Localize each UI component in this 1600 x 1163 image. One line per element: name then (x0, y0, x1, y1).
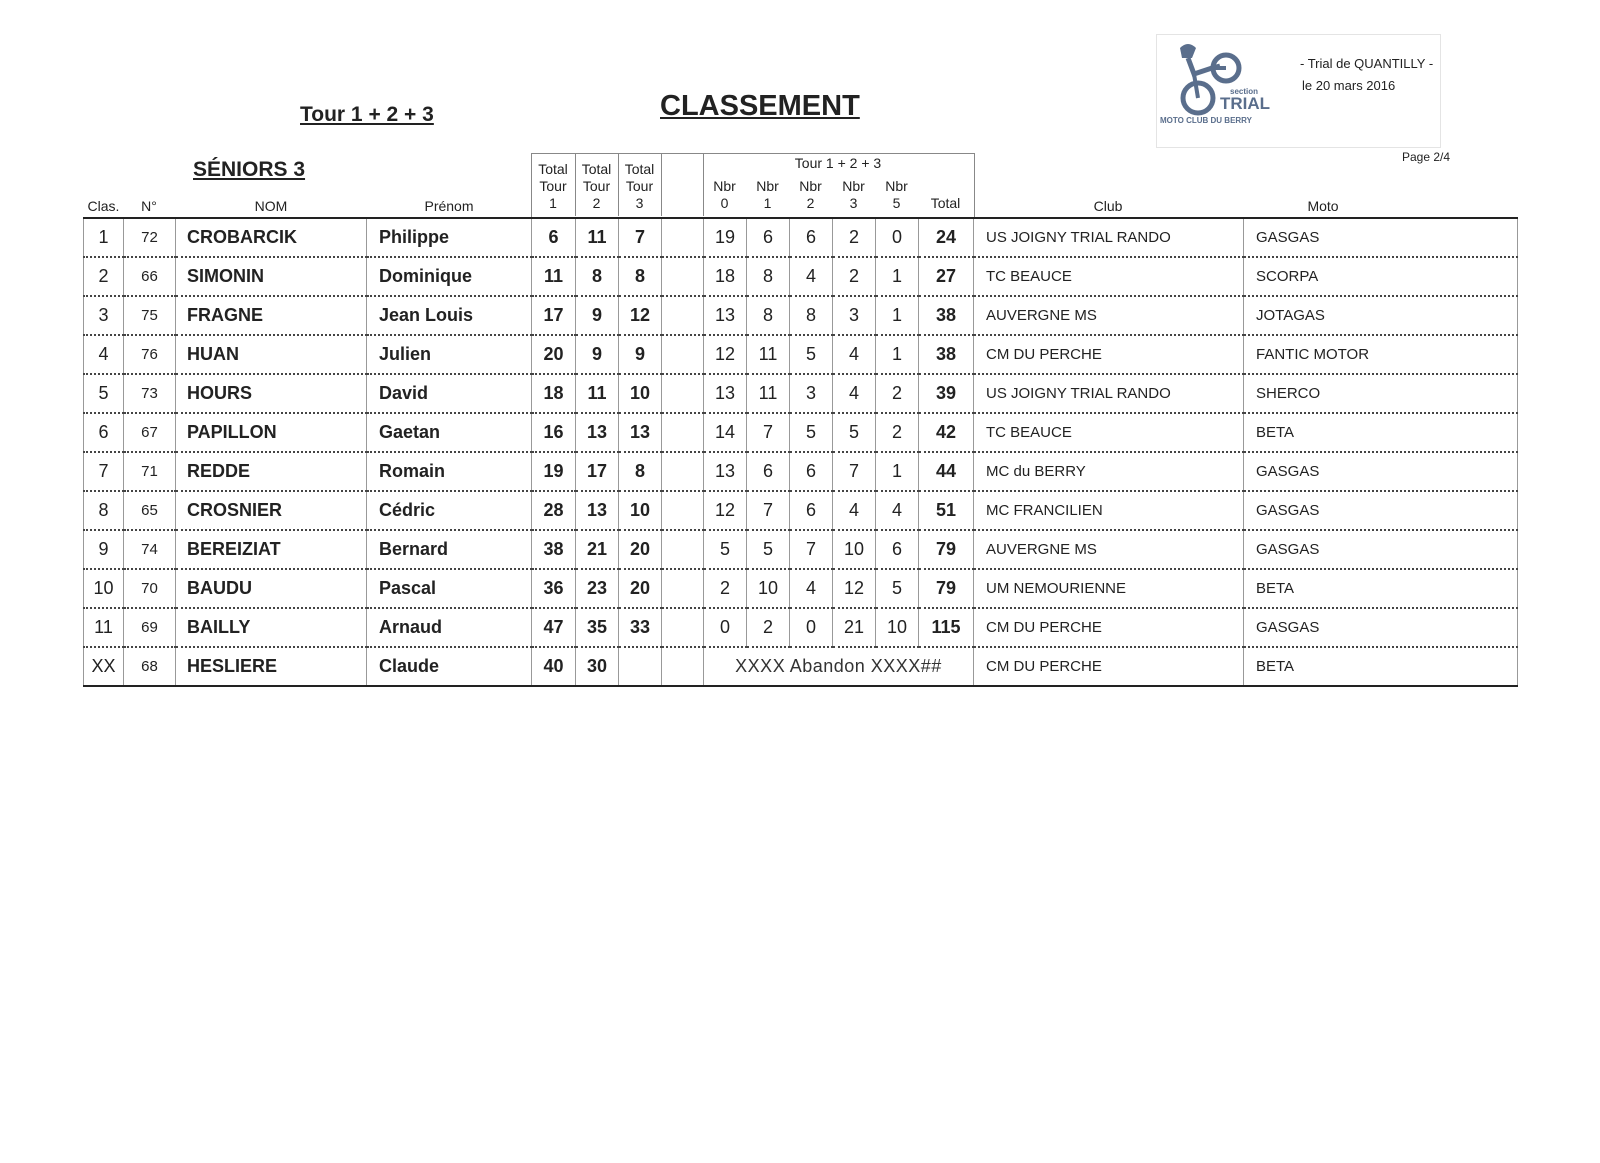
cell-nom: HUAN (176, 335, 367, 374)
cell-total-tour-3: 20 (619, 530, 662, 569)
cell-total-tour-2: 23 (576, 569, 619, 608)
cell-total-tour-1: 28 (532, 491, 576, 530)
cell-total-tour-2: 8 (576, 257, 619, 296)
cell-nbr2: 8 (790, 296, 833, 335)
cell-nbr2: 6 (790, 452, 833, 491)
cell-nbr5: 0 (876, 218, 919, 257)
header-word: 5 (892, 195, 901, 211)
cell-nbr2: 5 (790, 413, 833, 452)
cell-total: 79 (919, 530, 974, 569)
table-row (84, 335, 1518, 374)
cell-clas: 3 (84, 296, 124, 335)
cell-nbr0: 2 (704, 569, 747, 608)
cell-total-tour-2: 9 (576, 296, 619, 335)
cell-nbr2: 0 (790, 608, 833, 647)
header-word: Nbr (885, 178, 908, 194)
cell-nbr2: 4 (790, 257, 833, 296)
cell-clas: 6 (84, 413, 124, 452)
cell-nbr5: 4 (876, 491, 919, 530)
cell-total: 42 (919, 413, 974, 452)
page-number: Page 2/4 (1402, 150, 1451, 164)
table-row (84, 257, 1518, 296)
cell-spacer (662, 257, 704, 296)
table-row (84, 569, 1518, 608)
tour-title: Tour 1 + 2 + 3 (300, 103, 434, 126)
cell-moto: SCORPA (1244, 257, 1518, 296)
cell-total-tour-3: 8 (619, 257, 662, 296)
table-row-abandon (84, 647, 1518, 686)
cell-clas: 7 (84, 452, 124, 491)
cell-total-tour-1: 18 (532, 374, 576, 413)
cell-total-tour-1: 16 (532, 413, 576, 452)
cell-clas: XX (84, 647, 124, 686)
cell-num: 65 (124, 491, 176, 530)
cell-total-tour-3: 12 (619, 296, 662, 335)
category-title: SÉNIORS 3 (193, 158, 306, 181)
cell-nbr3: 5 (833, 413, 876, 452)
cell-total-tour-3: 9 (619, 335, 662, 374)
cell-nom: BEREIZIAT (176, 530, 367, 569)
cell-clas: 10 (84, 569, 124, 608)
cell-total: 38 (919, 335, 974, 374)
header-word: 1 (549, 195, 557, 211)
cell-nbr5: 5 (876, 569, 919, 608)
cell-moto: FANTIC MOTOR (1244, 335, 1518, 374)
table-row (84, 218, 1518, 257)
cell-nbr0: 13 (704, 374, 747, 413)
cell-num: 69 (124, 608, 176, 647)
col-nom: NOM (254, 198, 288, 214)
col-total: Total (930, 195, 961, 211)
cell-total-tour-3: 10 (619, 491, 662, 530)
cell-nbr0: 13 (704, 452, 747, 491)
table-row (84, 491, 1518, 530)
header-word: 2 (806, 195, 815, 211)
cell-nbr2: 4 (790, 569, 833, 608)
header-word: 1 (763, 195, 772, 211)
header-word: Tour (625, 178, 654, 194)
cell-club: AUVERGNE MS (974, 296, 1244, 335)
cell-total-tour-3: 33 (619, 608, 662, 647)
cell-nbr2: 5 (790, 335, 833, 374)
cell-total-tour-1: 19 (532, 452, 576, 491)
cell-spacer (662, 218, 704, 257)
cell-clas: 1 (84, 218, 124, 257)
cell-nbr1: 6 (747, 452, 790, 491)
cell-club: TC BEAUCE (974, 413, 1244, 452)
cell-nbr1: 11 (747, 335, 790, 374)
cell-nbr1: 7 (747, 413, 790, 452)
col-clas: Clas. (87, 198, 120, 214)
cell-moto: GASGAS (1244, 491, 1518, 530)
cell-club: TC BEAUCE (974, 257, 1244, 296)
cell-club: US JOIGNY TRIAL RANDO (974, 218, 1244, 257)
cell-nbr3: 2 (833, 218, 876, 257)
cell-nbr0: 18 (704, 257, 747, 296)
ranking-body (84, 218, 1518, 686)
cell-club: CM DU PERCHE (974, 335, 1244, 374)
cell-total: 79 (919, 569, 974, 608)
cell-total-tour-2: 9 (576, 335, 619, 374)
cell-total-tour-3: 8 (619, 452, 662, 491)
cell-prenom: Jean Louis (367, 296, 532, 335)
cell-total-tour-1: 17 (532, 296, 576, 335)
cell-club: MC du BERRY (974, 452, 1244, 491)
cell-nbr3: 2 (833, 257, 876, 296)
cell-prenom: David (367, 374, 532, 413)
cell-moto: GASGAS (1244, 608, 1518, 647)
logo-club-text: MOTO CLUB DU BERRY (1160, 116, 1252, 125)
cell-prenom: Pascal (367, 569, 532, 608)
cell-nbr5: 1 (876, 296, 919, 335)
cell-nbr5: 1 (876, 257, 919, 296)
cell-nbr1: 5 (747, 530, 790, 569)
cell-num: 66 (124, 257, 176, 296)
cell-num: 67 (124, 413, 176, 452)
cell-nbr1: 2 (747, 608, 790, 647)
header-word: 3 (635, 195, 644, 211)
cell-clas: 9 (84, 530, 124, 569)
cell-total-tour-3: 7 (619, 218, 662, 257)
cell-spacer (662, 530, 704, 569)
cell-prenom: Bernard (367, 530, 532, 569)
club-logo-icon (1160, 38, 1280, 130)
cell-clas: 2 (84, 257, 124, 296)
cell-num: 70 (124, 569, 176, 608)
cell-nom: CROSNIER (176, 491, 367, 530)
header-word: 3 (849, 195, 858, 211)
cell-num: 75 (124, 296, 176, 335)
cell-nbr1: 7 (747, 491, 790, 530)
header-word: Total (624, 161, 655, 177)
cell-nbr3: 12 (833, 569, 876, 608)
cell-num: 74 (124, 530, 176, 569)
cell-nbr1: 10 (747, 569, 790, 608)
col-total-tour-3 (618, 161, 661, 212)
cell-spacer (662, 413, 704, 452)
logo-trial-text: TRIAL (1220, 94, 1271, 113)
col-club: Club (1093, 198, 1123, 214)
cell-total-tour-3: 20 (619, 569, 662, 608)
abandon-status: XXXX Abandon XXXX## (704, 647, 974, 686)
cell-nom: HESLIERE (176, 647, 367, 686)
header-divider (661, 153, 662, 216)
table-row (84, 296, 1518, 335)
cell-nbr1: 11 (747, 374, 790, 413)
table-row (84, 608, 1518, 647)
header-word: Nbr (756, 178, 779, 194)
cell-nbr0: 19 (704, 218, 747, 257)
header-word: Total (538, 161, 568, 177)
col-nbr3 (832, 178, 875, 212)
cell-clas: 11 (84, 608, 124, 647)
cell-club: CM DU PERCHE (974, 608, 1244, 647)
cell-club: MC FRANCILIEN (974, 491, 1244, 530)
cell-total-tour-2: 11 (576, 374, 619, 413)
event-date: le 20 mars 2016 (1302, 78, 1396, 93)
header-word: Tour (582, 178, 611, 194)
cell-total-tour-1: 20 (532, 335, 576, 374)
cell-num: 72 (124, 218, 176, 257)
cell-prenom: Philippe (367, 218, 532, 257)
event-name: - Trial de QUANTILLY - (1300, 56, 1434, 71)
col-nbr1 (746, 178, 789, 212)
cell-spacer (662, 374, 704, 413)
cell-total-tour-2: 13 (576, 491, 619, 530)
table-row (84, 452, 1518, 491)
cell-total: 27 (919, 257, 974, 296)
cell-prenom: Romain (367, 452, 532, 491)
cell-prenom: Julien (367, 335, 532, 374)
col-num: N° (141, 198, 157, 214)
cell-total-tour-1: 11 (532, 257, 576, 296)
cell-total-tour-3: 13 (619, 413, 662, 452)
cell-total-tour-1: 6 (532, 218, 576, 257)
col-nbr2 (789, 178, 832, 212)
tour-group-label: Tour 1 + 2 + 3 (794, 155, 882, 171)
cell-total-tour-2: 11 (576, 218, 619, 257)
cell-total: 51 (919, 491, 974, 530)
cell-num: 76 (124, 335, 176, 374)
cell-nom: BAILLY (176, 608, 367, 647)
cell-nbr0: 5 (704, 530, 747, 569)
cell-nbr3: 4 (833, 374, 876, 413)
table-row (84, 530, 1518, 569)
cell-total-tour-3 (619, 647, 662, 686)
cell-nom: HOURS (176, 374, 367, 413)
cell-moto: GASGAS (1244, 452, 1518, 491)
cell-nbr2: 6 (790, 491, 833, 530)
col-total-tour-2 (575, 161, 618, 212)
cell-total-tour-1: 40 (532, 647, 576, 686)
header-word: Nbr (713, 178, 736, 194)
cell-total: 24 (919, 218, 974, 257)
cell-total: 39 (919, 374, 974, 413)
cell-nom: SIMONIN (176, 257, 367, 296)
cell-nom: FRAGNE (176, 296, 367, 335)
cell-spacer (662, 569, 704, 608)
cell-nbr5: 2 (876, 374, 919, 413)
cell-total-tour-2: 35 (576, 608, 619, 647)
cell-total-tour-1: 38 (532, 530, 576, 569)
header-word: 2 (592, 195, 601, 211)
cell-total-tour-1: 47 (532, 608, 576, 647)
cell-num: 71 (124, 452, 176, 491)
cell-nbr3: 4 (833, 491, 876, 530)
cell-total-tour-2: 17 (576, 452, 619, 491)
cell-clas: 4 (84, 335, 124, 374)
cell-prenom: Gaetan (367, 413, 532, 452)
cell-nbr3: 4 (833, 335, 876, 374)
cell-nbr0: 12 (704, 335, 747, 374)
cell-moto: BETA (1244, 413, 1518, 452)
cell-club: UM NEMOURIENNE (974, 569, 1244, 608)
cell-moto: GASGAS (1244, 218, 1518, 257)
cell-total-tour-2: 13 (576, 413, 619, 452)
cell-moto: BETA (1244, 647, 1518, 686)
cell-nbr1: 8 (747, 296, 790, 335)
cell-spacer (662, 335, 704, 374)
cell-nbr0: 14 (704, 413, 747, 452)
header-word: Nbr (799, 178, 822, 194)
cell-nbr2: 3 (790, 374, 833, 413)
cell-moto: BETA (1244, 569, 1518, 608)
cell-spacer (662, 296, 704, 335)
cell-clas: 5 (84, 374, 124, 413)
col-moto: Moto (1307, 198, 1339, 214)
cell-moto: GASGAS (1244, 530, 1518, 569)
cell-nbr5: 1 (876, 452, 919, 491)
cell-total-tour-1: 36 (532, 569, 576, 608)
cell-nbr0: 12 (704, 491, 747, 530)
col-prenom: Prénom (424, 198, 474, 214)
cell-total-tour-2: 30 (576, 647, 619, 686)
cell-moto: SHERCO (1244, 374, 1518, 413)
table-row (84, 413, 1518, 452)
col-nbr0 (703, 178, 746, 212)
cell-nbr1: 8 (747, 257, 790, 296)
cell-spacer (662, 647, 704, 686)
cell-total: 38 (919, 296, 974, 335)
cell-club: CM DU PERCHE (974, 647, 1244, 686)
logo-section-text: section (1230, 87, 1259, 96)
cell-spacer (662, 608, 704, 647)
cell-nbr3: 7 (833, 452, 876, 491)
cell-nbr3: 3 (833, 296, 876, 335)
cell-spacer (662, 491, 704, 530)
cell-nbr5: 1 (876, 335, 919, 374)
header-word: Nbr (842, 178, 865, 194)
cell-nom: CROBARCIK (176, 218, 367, 257)
cell-total-tour-2: 21 (576, 530, 619, 569)
header-word: Total (581, 161, 612, 177)
cell-nbr2: 7 (790, 530, 833, 569)
cell-moto: JOTAGAS (1244, 296, 1518, 335)
table-row (84, 374, 1518, 413)
cell-nom: REDDE (176, 452, 367, 491)
cell-nom: PAPILLON (176, 413, 367, 452)
cell-num: 68 (124, 647, 176, 686)
cell-num: 73 (124, 374, 176, 413)
cell-prenom: Arnaud (367, 608, 532, 647)
header-word: 0 (720, 195, 729, 211)
cell-nbr5: 6 (876, 530, 919, 569)
header-word: Tour (539, 178, 567, 194)
cell-prenom: Claude (367, 647, 532, 686)
cell-nbr3: 10 (833, 530, 876, 569)
cell-nbr0: 13 (704, 296, 747, 335)
cell-nbr2: 6 (790, 218, 833, 257)
cell-nbr1: 6 (747, 218, 790, 257)
col-nbr5 (875, 178, 918, 212)
cell-nbr5: 2 (876, 413, 919, 452)
cell-prenom: Dominique (367, 257, 532, 296)
cell-nbr5: 10 (876, 608, 919, 647)
cell-nbr0: 0 (704, 608, 747, 647)
cell-spacer (662, 452, 704, 491)
cell-total-tour-3: 10 (619, 374, 662, 413)
cell-nbr3: 21 (833, 608, 876, 647)
cell-nom: BAUDU (176, 569, 367, 608)
cell-prenom: Cédric (367, 491, 532, 530)
page-title: CLASSEMENT (660, 90, 860, 122)
cell-clas: 8 (84, 491, 124, 530)
col-total-tour-1 (531, 161, 575, 212)
cell-total: 44 (919, 452, 974, 491)
ranking-table (83, 217, 1518, 687)
cell-club: AUVERGNE MS (974, 530, 1244, 569)
cell-club: US JOIGNY TRIAL RANDO (974, 374, 1244, 413)
cell-total: 115 (919, 608, 974, 647)
